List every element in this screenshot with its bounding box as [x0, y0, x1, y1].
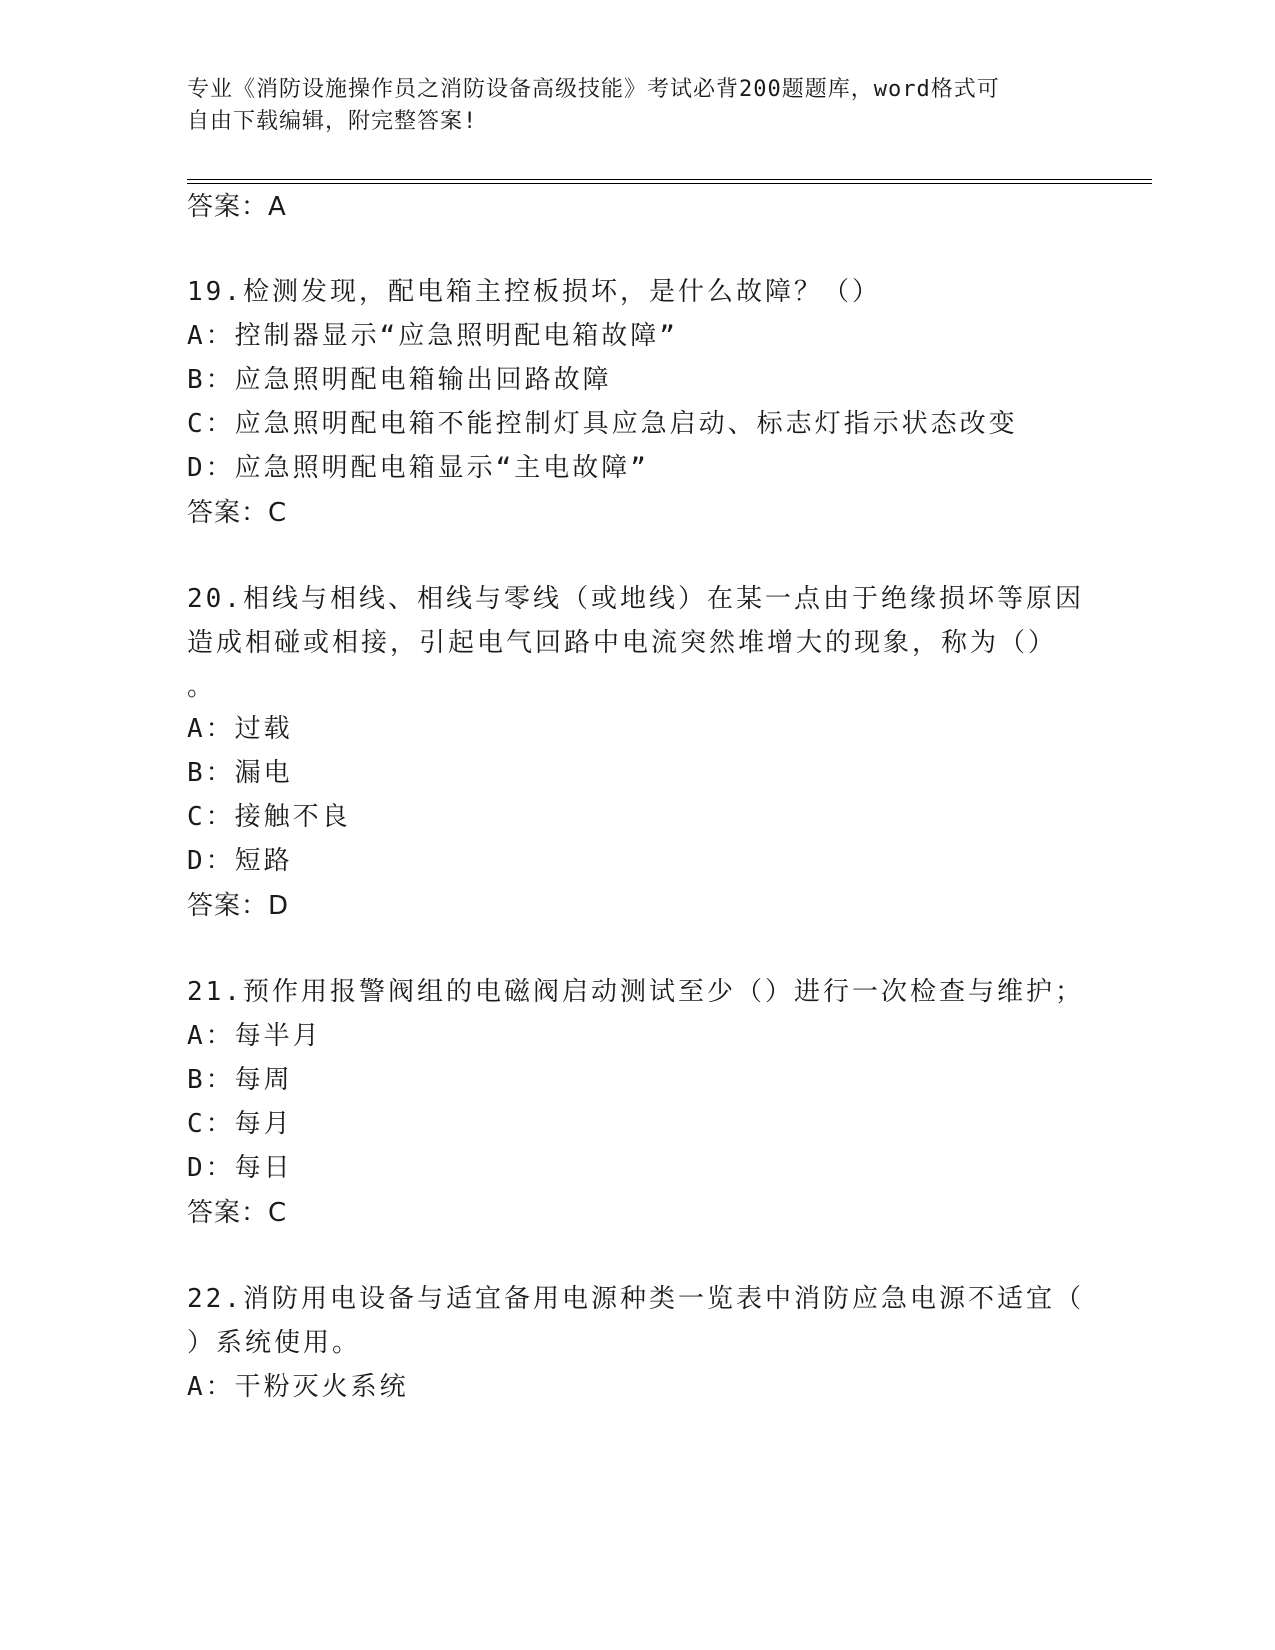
- header-divider-top: [187, 179, 1152, 180]
- q21-question: 21.预作用报警阀组的电磁阀启动测试至少（）进行一次检查与维护；: [187, 977, 1084, 1007]
- q19-option-b: B：应急照明配电箱输出回路故障: [187, 365, 612, 395]
- document-header: [187, 74, 1067, 138]
- q20-question-line-2: 造成相碰或相接，引起电气回路中电流突然堆增大的现象，称为（）: [187, 628, 1058, 658]
- q21-option-b: B：每周: [187, 1065, 293, 1095]
- q19-option-a: A：控制器显示“应急照明配电箱故障”: [187, 321, 678, 351]
- q21-answer: 答案：C: [187, 1198, 288, 1228]
- q22-question-line-2: ）系统使用。: [187, 1328, 362, 1358]
- q20-answer: 答案：D: [187, 891, 290, 921]
- header-line-2: 自由下载编辑，附完整答案!: [187, 109, 478, 134]
- q19-option-c: C：应急照明配电箱不能控制灯具应急启动、标志灯指示状态改变: [187, 409, 1018, 439]
- q21-option-d: D：每日: [187, 1153, 293, 1183]
- q20-option-d: D：短路: [187, 846, 293, 876]
- q20-option-b: B：漏电: [187, 758, 293, 788]
- q19-answer: 答案：C: [187, 498, 288, 528]
- header-divider-bottom: [187, 183, 1152, 184]
- q20-option-c: C：接触不良: [187, 802, 351, 832]
- q20-question-line-3: 。: [187, 672, 217, 702]
- q20-question-line-1: 20.相线与相线、相线与零线（或地线）在某一点由于绝缘损坏等原因: [187, 584, 1084, 614]
- answer-prev: 答案：A: [187, 192, 287, 222]
- q22-question-line-1: 22.消防用电设备与适宜备用电源种类一览表中消防应急电源不适宜（: [187, 1284, 1084, 1314]
- q20-option-a: A：过载: [187, 714, 293, 744]
- q22-option-a: A：干粉灭火系统: [187, 1372, 409, 1402]
- header-line-1: 专业《消防设施操作员之消防设备高级技能》考试必背200题题库，word格式可: [187, 77, 1000, 102]
- q21-option-c: C：每月: [187, 1109, 293, 1139]
- q19-question: 19.检测发现，配电箱主控板损坏，是什么故障？（）: [187, 277, 881, 307]
- q21-option-a: A：每半月: [187, 1021, 322, 1051]
- q19-option-d: D：应急照明配电箱显示“主电故障”: [187, 453, 649, 483]
